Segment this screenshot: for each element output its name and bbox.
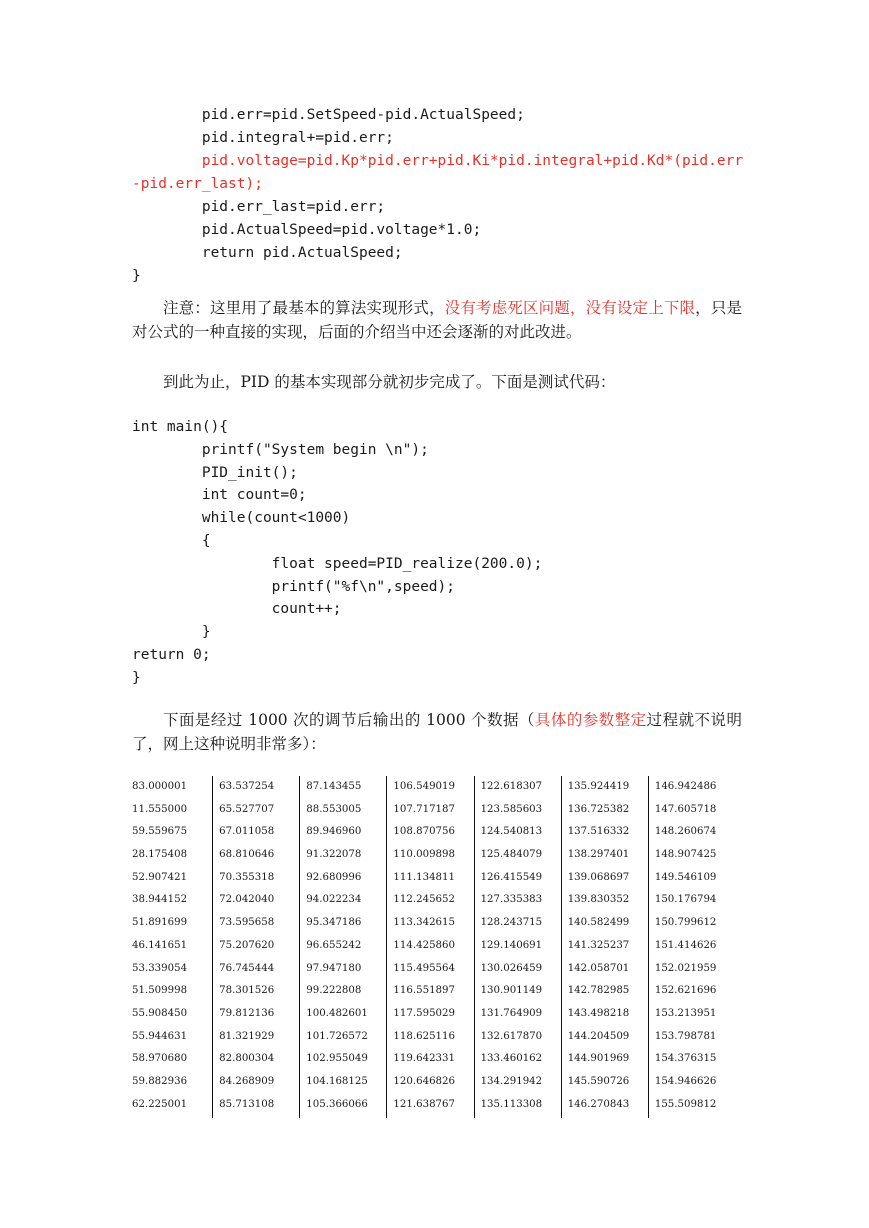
table-cell: 82.800304 xyxy=(219,1053,275,1065)
code-line: pid.err_last=pid.err; xyxy=(132,199,386,215)
table-cell: 133.460162 xyxy=(480,1053,543,1065)
table-cell: 83.000001 xyxy=(132,781,188,792)
table-cell: 107.717187 xyxy=(393,803,455,815)
table-cell: 147.605718 xyxy=(654,803,717,815)
code-line: } xyxy=(132,268,141,284)
table-cell: 149.546109 xyxy=(654,871,717,883)
table-cell: 113.342615 xyxy=(393,917,455,929)
table-cell: 150.799612 xyxy=(654,917,717,929)
table-cell: 72.042040 xyxy=(219,894,275,906)
code-line: pid.ActualSpeed=pid.voltage*1.0; xyxy=(132,222,482,238)
table-cell: 88.553005 xyxy=(306,803,362,815)
code-line: return 0; xyxy=(132,646,211,663)
table-cell: 46.141651 xyxy=(132,939,188,951)
table-cell: 115.495564 xyxy=(393,962,455,974)
table-cell: 97.947180 xyxy=(306,962,362,974)
table-cell: 87.143455 xyxy=(306,781,362,792)
table-cell: 155.509812 xyxy=(654,1098,717,1110)
table-cell: 153.798781 xyxy=(654,1030,717,1042)
table-cell: 120.646826 xyxy=(393,1075,455,1087)
code-line: int count=0; xyxy=(132,487,307,504)
table-cell: 137.516332 xyxy=(567,826,630,838)
table-cell: 38.944152 xyxy=(132,894,188,906)
table-cell: 152.621696 xyxy=(654,985,717,997)
table-cell: 95.347186 xyxy=(306,917,362,929)
table-cell: 81.321929 xyxy=(219,1030,275,1042)
note-suffix: ，只是对公式的一种直接的实现，后面的介绍当中还会逐渐的对此改进。 xyxy=(132,299,742,341)
table-cell: 130.026459 xyxy=(480,962,543,974)
table-cell: 53.339054 xyxy=(132,962,188,974)
table-cell: 62.225001 xyxy=(132,1098,188,1110)
table-cell: 59.882936 xyxy=(132,1075,188,1087)
table-cell: 58.970680 xyxy=(132,1053,188,1065)
intro-paragraph: 到此为止，PID 的基本实现部分就初步完成了。下面是测试代码： xyxy=(163,373,616,391)
table-cell: 78.301526 xyxy=(219,985,275,997)
table-cell: 51.509998 xyxy=(132,985,188,997)
code-line: PID_init(); xyxy=(132,464,298,481)
table-cell: 146.942486 xyxy=(654,781,717,792)
table-cell: 132.617870 xyxy=(480,1030,543,1042)
table-column xyxy=(568,776,655,1118)
table-cell: 96.655242 xyxy=(306,939,362,951)
table-cell: 104.168125 xyxy=(306,1075,368,1087)
table-cell: 89.946960 xyxy=(306,826,362,838)
table-column xyxy=(481,776,568,1118)
code-line: int main(){ xyxy=(132,419,229,435)
table-cell: 94.022234 xyxy=(306,894,362,906)
table-cell: 102.955049 xyxy=(306,1053,368,1065)
table-cell: 79.812136 xyxy=(219,1007,275,1019)
table-cell: 136.725382 xyxy=(567,803,630,815)
table-cell: 129.140691 xyxy=(480,939,543,951)
table-cell: 126.415549 xyxy=(480,871,543,883)
table-cell: 75.207620 xyxy=(219,939,275,951)
table-cell: 100.482601 xyxy=(306,1007,368,1019)
code-line: count++; xyxy=(132,601,342,618)
table-cell: 65.527707 xyxy=(219,803,275,815)
table-cell: 148.907425 xyxy=(654,849,717,861)
table-cell: 121.638767 xyxy=(393,1098,455,1110)
table-cell: 110.009898 xyxy=(393,849,455,861)
table-cell: 142.058701 xyxy=(567,962,630,974)
table-cell: 92.680996 xyxy=(306,871,362,883)
table-column xyxy=(655,776,742,1118)
table-cell: 152.021959 xyxy=(654,962,717,974)
table-cell: 119.642331 xyxy=(393,1053,455,1065)
code-line: } xyxy=(132,669,141,686)
table-cell: 142.782985 xyxy=(567,985,630,997)
note-highlight: 没有考虑死区问题，没有设定上下限 xyxy=(444,299,696,317)
table-cell: 55.944631 xyxy=(132,1030,188,1042)
code-line: printf("System begin \n"); xyxy=(132,441,429,458)
code-line: pid.voltage=pid.Kp*pid.err+pid.Ki*pid.integral+pid.Kd*(pid.err xyxy=(132,153,744,169)
table-cell: 112.245652 xyxy=(393,894,455,906)
output-paragraph xyxy=(132,708,742,756)
table-cell: 85.713108 xyxy=(219,1098,275,1110)
table-cell: 124.540813 xyxy=(480,826,543,838)
table-cell: 153.213951 xyxy=(654,1007,717,1019)
table-cell: 117.595029 xyxy=(393,1007,455,1019)
output-highlight: 具体的参数整定 xyxy=(534,711,647,729)
table-cell: 143.498218 xyxy=(567,1007,630,1019)
table-cell: 131.764909 xyxy=(480,1007,543,1019)
table-cell: 134.291942 xyxy=(480,1075,543,1087)
table-cell: 68.810646 xyxy=(219,849,275,861)
table-cell: 144.901969 xyxy=(567,1053,630,1065)
table-cell: 111.134811 xyxy=(393,871,455,883)
table-cell: 84.268909 xyxy=(219,1075,275,1087)
table-cell: 51.891699 xyxy=(132,917,188,929)
code-block-pid-realize xyxy=(132,104,752,288)
table-cell: 140.582499 xyxy=(567,917,630,929)
table-cell: 135.924419 xyxy=(567,781,630,792)
table-cell: 108.870756 xyxy=(393,826,455,838)
note-paragraph xyxy=(132,296,742,344)
code-line: float speed=PID_realize(200.0); xyxy=(132,555,543,572)
table-column xyxy=(132,776,219,1118)
table-cell: 144.204509 xyxy=(567,1030,630,1042)
table-cell: 125.484079 xyxy=(480,849,543,861)
table-cell: 55.908450 xyxy=(132,1007,188,1019)
code-line: -pid.err_last); xyxy=(132,176,263,192)
output-prefix: 下面是经过 1000 次的调节后输出的 1000 个数据（ xyxy=(163,711,535,729)
table-cell: 141.325237 xyxy=(567,939,630,951)
code-line: } xyxy=(132,624,211,641)
table-cell: 63.537254 xyxy=(219,781,275,792)
table-cell: 139.068697 xyxy=(567,871,630,883)
table-cell: 116.551897 xyxy=(393,985,455,997)
table-cell: 59.559675 xyxy=(132,826,188,838)
table-cell: 11.555000 xyxy=(132,803,188,815)
code-line: while(count<1000) xyxy=(132,510,351,527)
table-cell: 105.366066 xyxy=(306,1098,368,1110)
table-cell: 122.618307 xyxy=(480,781,543,792)
table-cell: 91.322078 xyxy=(306,849,362,861)
table-cell: 146.270843 xyxy=(567,1098,630,1110)
table-cell: 73.595658 xyxy=(219,917,275,929)
code-block-main xyxy=(132,416,752,690)
table-column xyxy=(393,776,480,1118)
table-cell: 99.222808 xyxy=(306,985,362,997)
table-cell: 135.113308 xyxy=(480,1098,543,1110)
table-cell: 118.625116 xyxy=(393,1030,455,1042)
table-cell: 67.011058 xyxy=(219,826,275,838)
table-cell: 128.243715 xyxy=(480,917,543,929)
code-line: { xyxy=(132,532,211,549)
table-cell: 101.726572 xyxy=(306,1030,368,1042)
table-cell: 145.590726 xyxy=(567,1075,630,1087)
table-cell: 154.946626 xyxy=(654,1075,717,1087)
code-line: printf("%f\n",speed); xyxy=(132,578,456,595)
table-cell: 76.745444 xyxy=(219,962,275,974)
table-cell: 28.175408 xyxy=(132,849,188,861)
code-line: return pid.ActualSpeed; xyxy=(132,245,403,261)
code-line: pid.err=pid.SetSpeed-pid.ActualSpeed; xyxy=(132,107,525,123)
table-cell: 114.425860 xyxy=(393,939,455,951)
table-cell: 139.830352 xyxy=(567,894,630,906)
table-cell: 127.335383 xyxy=(480,894,543,906)
table-cell: 130.901149 xyxy=(480,985,543,997)
table-cell: 70.355318 xyxy=(219,871,275,883)
table-cell: 106.549019 xyxy=(393,781,455,792)
output-data-table xyxy=(132,776,742,1118)
table-cell: 154.376315 xyxy=(654,1053,717,1065)
table-column xyxy=(306,776,393,1118)
table-cell: 148.260674 xyxy=(654,826,717,838)
table-cell: 138.297401 xyxy=(567,849,630,861)
code-line: pid.integral+=pid.err; xyxy=(132,130,394,146)
output-suffix: 过程就不说明了，网上这种说明非常多）： xyxy=(132,711,742,753)
table-cell: 150.176794 xyxy=(654,894,717,906)
table-column xyxy=(219,776,306,1118)
table-cell: 123.585603 xyxy=(480,803,543,815)
table-cell: 151.414626 xyxy=(654,939,717,951)
table-cell: 52.907421 xyxy=(132,871,188,883)
note-prefix: 注意：这里用了最基本的算法实现形式， xyxy=(163,299,445,317)
